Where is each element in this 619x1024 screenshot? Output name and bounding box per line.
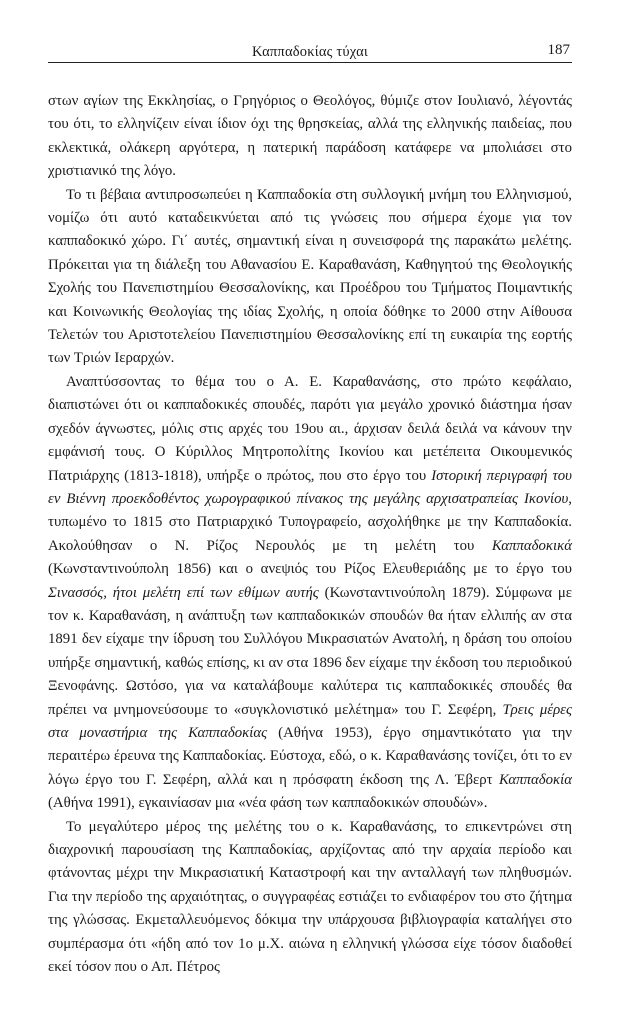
italic-title-text: Ιστορική περιγραφή του εν Βιέννη προεκδοθέντος χωρογραφικού πίνακος της μεγάλης αρχισατραπείας Ικονίου [48, 467, 572, 507]
running-header [48, 38, 572, 63]
italic-title-text: Τρεις μέρες στα μοναστήρια της Καππαδοκίας [48, 701, 573, 741]
paragraph-text: στων αγίων της Εκκλησίας, ο Γρηγόριος ο Θεολόγος, θύμιζε στον Ιουλιανό, λέγοντάς του ότι, το ελληνίζειν είναι ίδιον όχι της θρησκείας, αλλά της ελληνικής παιδείας, που εκλεκτικά, ολάκερη αργότερα, η πατερική παράδοση κατάφερε να μπολιάσει στο χριστιανικό της λόγο. [48, 93, 572, 180]
paragraph-text: (Αθήνα 1991), εγκαινίασαν μια «νέα φάση των καππαδοκικών σπουδών». [48, 795, 488, 812]
paragraph-text: Αναπτύσσοντας το θέμα του ο Α. Ε. Καραθανάσης, στο πρώτο κεφάλαιο, διαπιστώνει ότι οι καππαδοκικές σπουδές, παρότι για μεγάλο χρονικό διάστημα ήσαν σχεδόν άγνωστες, μόλις στις αρχές του 19ου αι., άρχισαν δειλά δειλά να κάνουν την εμφάνισή τους. Ο Κύριλλος Μητροπολίτης Ικονίου και μετέπειτα Οικουμενικός Πατριάρχης (1813-1818), υπήρξε ο πρώτος, που στο έργο του [48, 373, 572, 484]
body-text [48, 90, 572, 979]
paragraph [48, 90, 572, 184]
italic-title-text: Καππαδοκικά [491, 537, 572, 554]
page-number: 187 [547, 42, 570, 58]
paragraph-text: (Κωνσταντινούπολη 1856) και ο ανεψιός του Ρίζος Ελευθεριάδης με το έργο του [48, 561, 572, 578]
paragraph-text: (Κωνσταντινούπολη 1879). Σύμφωνα με τον κ. Καραθανάση, η ανάπτυξη των καππαδοκικών σπουδών θα ήταν ελλιπής αν στα 1891 δεν είχαμε την ίδρυση του Συλλόγου Μικρασιατών Ανατολή, η δράση του οποίου υπήρξε σημαντική, καθώς επίσης, κι αν στα 1896 δεν είχαμε την έκδοση του περιοδικού Ξενοφάνης. Ωστόσο, για να καταλάβουμε καλύτερα τις καππαδοκικές σπουδές θα πρέπει να μνημονεύσουμε το «συγκλονιστικό μελέτημα» του Γ. Σεφέρη, [48, 584, 572, 718]
paragraph-text: Το τι βέβαια αντιπροσωπεύει η Καππαδοκία στη συλλογική μνήμη του Ελληνισμού, νομίζω ότι αυτό καταδεικνύεται από τις γνώσεις που σήμερα έχομε για τον καππαδοκικό χώρο. Γι΄ αυτές, σημαντική είναι η συνεισφορά της παρακάτω μελέτης. Πρόκειται για τη διάλεξη του Αθανασίου Ε. Καραθανάση, Καθηγητού της Θεολογικής Σχολής του Πανεπιστημίου Θεσσαλονίκης, και Προέδρου του Τμήματος Ποιμαντικής και Κοινωνικής Θεολογίας της ιδίας Σχολής, η οποία δόθηκε το 2000 στην Αίθουσα Τελετών του Αριστοτελείου Πανεπιστημίου Θεσσαλονίκης επί τη ευκαιρία της εορτής των Τριών Ιεραρχών. [48, 186, 572, 367]
italic-title-text: Σινασσός, ήτοι μελέτη επί των εθίμων αυτής [48, 584, 319, 601]
paragraph [48, 816, 572, 980]
paragraph [48, 371, 572, 816]
paragraph-text: (Αθήνα 1953), έργο σημαντικότατο για την περαιτέρω έρευνα της Καππαδοκίας. Εύστοχα, εδώ, ο κ. Καραθανάσης τονίζει, ότι το εν λόγω έργο του Γ. Σεφέρη, αλλά και η πρόσφατη έκδοση της Λ. Έβερτ [48, 724, 572, 788]
italic-title-text: Καππαδοκία [498, 771, 572, 788]
paragraph-text: Το μεγαλύτερο μέρος της μελέτης του ο κ. Καραθανάσης, το επικεντρώνει στη διαχρονική παρουσίαση της Καππαδοκίας, αρχίζοντας από την αρχαία περίοδο και φτάνοντας μέχρι την Μικρασιατική Καταστροφή και την ανταλλαγή των πληθυσμών. Για την περίοδο της αρχαιότητας, ο συγγραφέας εστιάζει το ενδιαφέρον του στο ζήτημα της γλώσσας. Εκμεταλλευόμενος δόκιμα την υπάρχουσα βιβλιογραφία καταλήγει στο συμπέρασμα ότι «ήδη από τον 1ο μ.Χ. αιώνα η ελληνική γλώσσα είχε τόσον διαδοθεί εκεί τόσον που ο Απ. Πέτρος [48, 818, 572, 976]
paragraph [48, 184, 572, 371]
paragraph-text: , τυπωμένο το 1815 στο Πατριαρχικό Τυπογραφείο, ασχολήθηκε με την Καππαδοκία. Ακολούθησαν ο Ν. Ρίζος Νερουλός με τη μελέτη του [48, 490, 572, 554]
running-title: Καππαδοκίας τύχαι [251, 44, 369, 60]
